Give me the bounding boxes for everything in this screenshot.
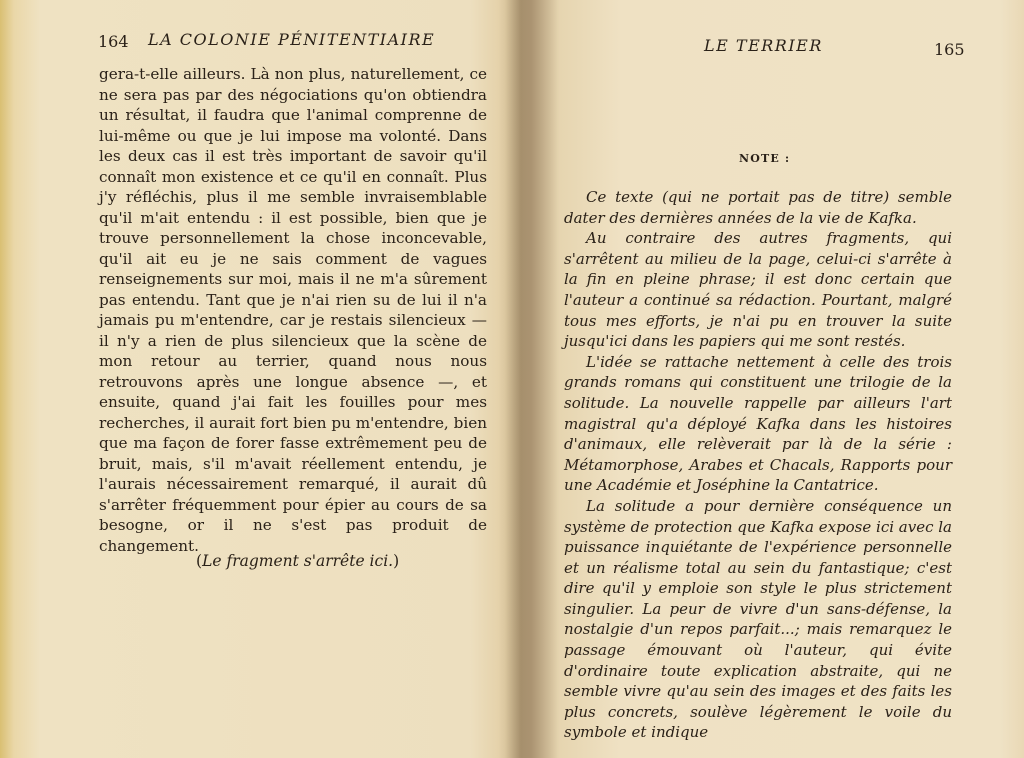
fragment-end-text: Le fragment s'arrête ici. — [202, 552, 394, 570]
note-title: NOTE : — [739, 152, 791, 165]
running-head: LE TERRIER — [704, 36, 823, 55]
left-body-text — [99, 64, 487, 556]
paragraph: Au contraire des autres fragments, qui s'arrêtent au milieu de la page, celui-ci s'arrête à la fin en pleine phrase; il est donc certain que l'auteur a continué sa rédaction. Pourtant, malgré tous mes efforts, je n'ai pu en trouver la suite jusqu'ici dans les papiers qui me sont restés. — [564, 229, 952, 351]
fragment-end-note: (Le fragment s'arrête ici.) — [196, 552, 400, 570]
right-page — [524, 0, 1024, 758]
page-number: 164 — [98, 32, 129, 51]
running-head: LA COLONIE PÉNITENTIAIRE — [148, 30, 436, 49]
page-number: 165 — [934, 40, 965, 59]
paragraph: gera-t-elle ailleurs. Là non plus, naturellement, ce ne sera pas par des négociations qu'on obtiendra un résultat, il faudra que l'animal comprenne de lui-même ou que je lui impose ma volonté. Dans les deux cas il est très important de savoir qu'il connaît mon existence et ce qu'il en connaît. Plus j'y réfléchis, plus il me semble invraisemblable qu'il m'ait entendu : il est possible, bien que je trouve personnellement la chose inconcevable, qu'il ait eu je ne sais comment de vagues renseignements sur moi, mais il ne m'a sûrement pas entendu. Tant que je n'ai rien su de lui il n'a jamais pu m'entendre, car je restais silencieux — il n'y a rien de plus silencieux que la scène de mon retour au terrier, quand nous nous retrouvons après une longue absence —, et ensuite, quand j'ai fait les fouilles pour mes recherches, il aurait fort bien pu m'entendre, bien que ma façon de forer fasse extrêmement peu de bruit, mais, s'il m'avait réellement entendu, je l'aurais nécessairement remarqué, il aurait dû s'arrêter fréquemment pour épier au cours de sa besogne, or il ne s'est pas produit de changement. — [99, 65, 487, 555]
paragraph: La solitude a pour dernière conséquence un système de protection que Kafka expose ici avec la puissance inquiétante de l'expérience personnelle et un réalisme total au sein du fantastique; c'est dire qu'il y emploie son style le plus strictement singulier. La peur de vivre d'un sans-défense, la nostalgie d'un repos parfait...; mais remarquez le passage émouvant où l'auteur, qui évite d'ordinaire toute explication abstraite, qui ne semble vivre qu'au sein des images et des faits les plus concrets, soulève légèrement le voile du symbole et indique — [564, 496, 952, 742]
paragraph: L'idée se rattache nettement à celle des trois grands romans qui constituent une trilogie de la solitude. La nouvelle rappelle par ailleurs l'art magistral qu'a déployé Kafka dans les histoires d'animaux, elle relèverait par là de la série : Métamorphose, Arabes et Chacals, Rapports pour une Académie et Joséphine la Cantatrice. — [564, 352, 952, 495]
paragraph: Ce texte (qui ne portait pas de titre) semble dater des dernières années de la vie de Kafka. — [564, 188, 952, 227]
right-body-text — [564, 187, 952, 743]
